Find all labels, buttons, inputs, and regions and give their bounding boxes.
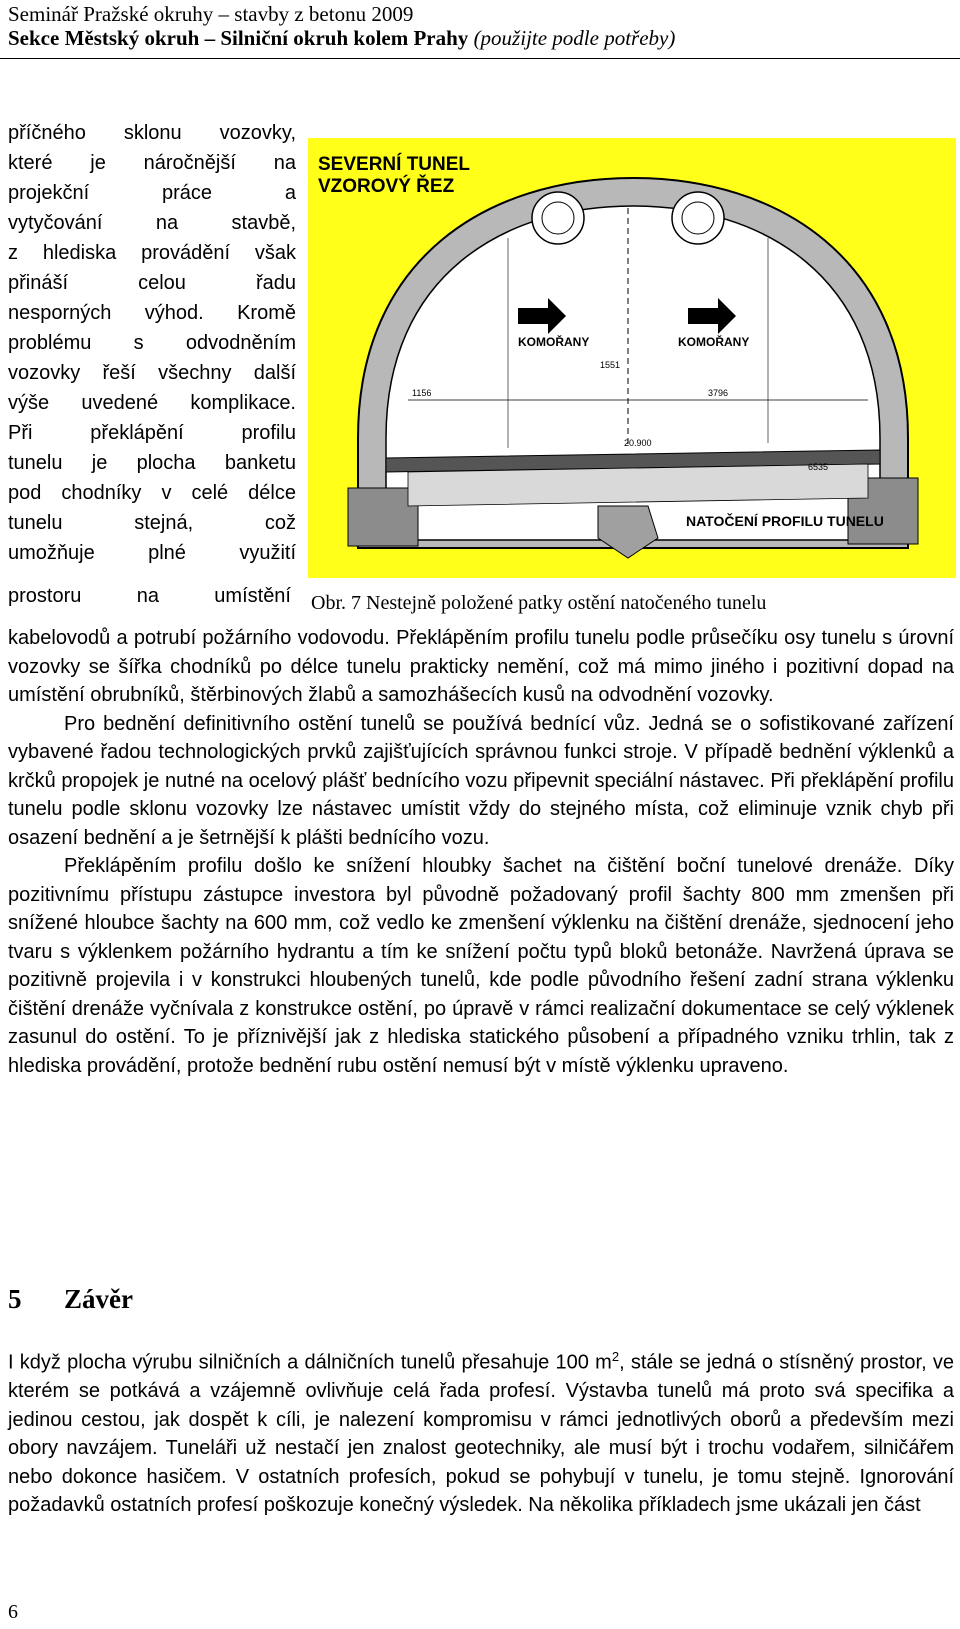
- left-column-line: nesporných výhod. Kromě: [8, 302, 296, 324]
- left-column-text: [8, 118, 296, 568]
- fan-left-icon: [532, 192, 584, 244]
- header-note: (použijte podle potřeby): [473, 26, 676, 50]
- left-column-line: vytyčování na stavbě,: [8, 212, 296, 234]
- figure-caption: Obr. 7 Nestejně položené patky ostění natočeného tunelu: [311, 592, 767, 614]
- dim-label-4: 6535: [808, 462, 829, 472]
- left-column-line: problému s odvodněním: [8, 332, 296, 354]
- left-column-line: z hlediska provádění však: [8, 242, 296, 264]
- left-column-line: tunelu stejná, což: [8, 512, 296, 534]
- tunnel-cross-section-figure: [308, 138, 956, 578]
- paragraph-3: Překlápěním profilu došlo ke snížení hloubky šachet na čištění boční tunelové drenáže. Díky pozitivnímu přístupu zástupce investora byl původně požadovaný profil šachty 800 mm zmenšen při snížené hloubce šachty na 600 mm, což vedlo ke zmenšení výklenku na čištění drenáže, sjednocení jeho tvaru s výklenkem požárního hydrantu a tím ke snížení počtu typů bloků betonáže. Navržená úprava se pozitivně projevila i v konstrukci hloubených tunelů, kde podle původního řešení zadní strana výklenku čištění drenáže vyčnívala z konstrukce ostění, po úpravě v rámci realizační dokumentace se celý výklenek zasunul do ostění. To je příznivější jak z hlediska statického působení a případného vzniku trhlin, tak z hlediska provádění, protože bednění rubu ostění nemusí být v místě výklenku upraveno.: [8, 855, 954, 1077]
- figure-title-2: VZOROVÝ ŘEZ: [318, 176, 455, 197]
- header-line-2: [8, 26, 675, 51]
- tunnel-drawing: [308, 138, 956, 578]
- conclusion-part-2: , stále se jedná o stísněný prostor, ve kterém se potkává a vzájemně ovlivňuje celá řada profesí. Výstavba tunelů má proto svá specifika a jedinou cestou, jak dospět k cíli, je nalezení kompromisu v rámci jednotlivých oborů a především mezi obory navzájem. Tuneláři už nestačí jen znalost geotechniky, ale musí být i trochu vodařem, silničářem nebo dokonce hasičem. V ostatních profesích, pokud se pohybují v tunelu, je tomu stejně. Ignorování požadavků ostatních profesí poškozuje konečný výsledek. Na několika příkladech jsme ukázali jen část: [8, 1351, 955, 1517]
- left-column-line: projekční práce a: [8, 182, 296, 204]
- conclusion-paragraph: [8, 1343, 954, 1520]
- body-text-continuation: [8, 624, 954, 1080]
- header-section-title: Sekce Městský okruh – Silniční okruh kolem Prahy: [8, 26, 469, 50]
- label-rotation: NATOČENÍ PROFILU TUNELU: [686, 513, 884, 529]
- paragraph-2: Pro bednění definitivního ostění tunelů se používá bednící vůz. Jedná se o sofistikované zařízení vybavené řadou technologických prvků zajišťujících správnou funkci stroje. V případě bednění výklenků a krčků propojek je nutné na ocelový plášť bednícího vozu připevnit speciální nástavec. Při překlápění profilu tunelu podle sklonu vozovky lze nástavec umístit vždy do stejného místa, což eliminuje vznik chyb při osazení bednění a je šetrnější k plášti bednícího vozu.: [8, 712, 954, 849]
- dim-label-2: 3796: [708, 388, 729, 398]
- left-column-line: výše uvedené komplikace.: [8, 392, 296, 414]
- left-column-line: pod chodníky v celé délce: [8, 482, 296, 504]
- left-column-last-line: prostoru na umístění: [8, 585, 291, 607]
- dim-label-1: 1156: [412, 388, 432, 398]
- dim-label-5: 1551: [600, 360, 621, 370]
- figure-title-1: SEVERNÍ TUNEL: [318, 154, 471, 175]
- header-rule: [0, 58, 960, 59]
- fan-right-icon: [672, 192, 724, 244]
- dim-label-3: 20.900: [624, 438, 652, 448]
- left-column-line: vozovky řeší všechny další: [8, 362, 296, 384]
- section-title: Závěr: [64, 1284, 133, 1314]
- section-heading: [8, 1283, 133, 1315]
- left-column-line: Při překlápění profilu: [8, 422, 296, 444]
- conclusion-text: [8, 1343, 954, 1520]
- section-number: 5: [8, 1284, 22, 1314]
- left-column-line: tunelu je plocha banketu: [8, 452, 296, 474]
- left-column-line: příčného sklonu vozovky,: [8, 122, 296, 144]
- label-komorany-right: KOMOŘANY: [678, 335, 750, 349]
- superscript-2: 2: [611, 1349, 620, 1364]
- conclusion-part-1: I když plocha výrubu silničních a dálničních tunelů přesahuje 100 m: [8, 1351, 612, 1374]
- left-column-line: umožňuje plné využití: [8, 542, 296, 564]
- paragraph-1: kabelovodů a potrubí požárního vodovodu. Překlápěním profilu tunelu podle průsečíku osy tunelu s úrovní vozovky se šířka chodníků po délce tunelu prakticky nemění, což má mimo jiného i pozitivní dopad na umístění obrubníků, štěrbinových žlabů a samozhášecích kusů na odvodnění vozovky.: [8, 627, 954, 706]
- left-column-line: které je náročnější na: [8, 152, 296, 174]
- footing-left: [348, 488, 418, 546]
- header-line-1: Seminář Pražské okruhy – stavby z betonu 2009: [8, 2, 414, 26]
- page-number: 6: [8, 1601, 18, 1623]
- label-komorany-left: KOMOŘANY: [518, 335, 590, 349]
- left-column-line: přináší celou řadu: [8, 272, 296, 294]
